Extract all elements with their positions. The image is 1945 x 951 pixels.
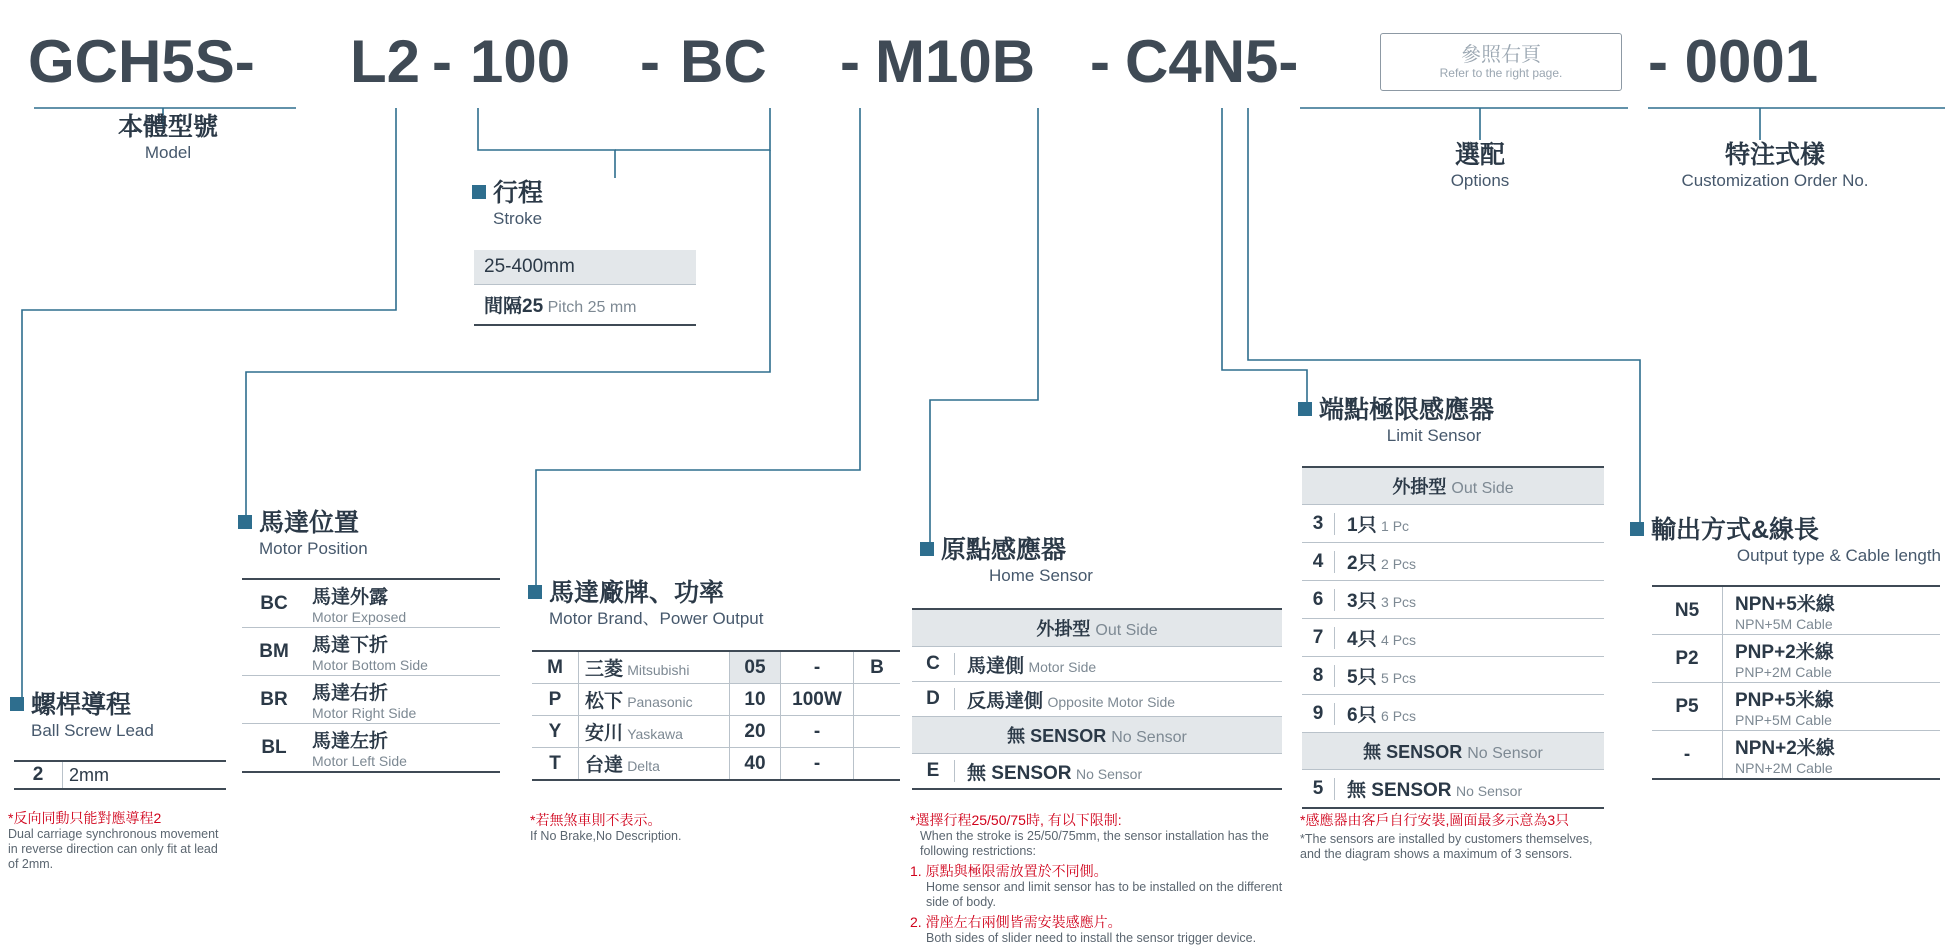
brand-en: Delta	[627, 758, 660, 774]
power-key: 20	[730, 716, 781, 748]
motor-position-cn: 馬達右折	[312, 683, 389, 704]
brand-cn: 三菱	[585, 659, 624, 680]
limit-sensor-cn: 4只	[1347, 629, 1377, 650]
ball-screw-lead-table	[14, 760, 226, 790]
limit-sensor-cn: 2只	[1347, 553, 1377, 574]
output-cn: PNP+5米線	[1735, 690, 1834, 711]
heading-motor-position-en: Motor Position	[259, 539, 368, 558]
stroke-table	[474, 250, 696, 326]
power-watt: -	[781, 748, 854, 781]
motor-position-en: Motor Right Side	[312, 705, 417, 721]
heading-custom-en: Customization Order No.	[1681, 171, 1869, 190]
power-watt: 100W	[781, 684, 854, 716]
options-reference-en: Refer to the right page.	[1439, 66, 1563, 80]
limit-sensor-cn: 1只	[1347, 515, 1377, 536]
heading-motor-position	[238, 508, 368, 560]
motor-position-table	[242, 578, 500, 773]
bullet-square-icon	[1298, 402, 1312, 416]
table-row[interactable]	[14, 761, 226, 789]
heading-home-sensor	[920, 535, 1141, 587]
table-row[interactable]	[1302, 695, 1604, 733]
home-sensor-en: Motor Side	[1028, 658, 1097, 675]
home-sensor-note-title: *選擇行程25/50/75時, 有以下限制:	[910, 812, 1122, 828]
table-row[interactable]	[242, 579, 500, 628]
brand-en: Yaskawa	[627, 726, 683, 742]
heading-output-cable-cn: 輸出方式&線長	[1630, 515, 1941, 545]
brake-key	[854, 716, 901, 748]
table-row[interactable]	[532, 651, 900, 684]
code-dash-1: -	[432, 28, 452, 95]
home-sensor-band-en: Out Side	[1095, 622, 1158, 639]
bullet-square-icon	[920, 542, 934, 556]
limit-sensor-en: No Sensor	[1467, 745, 1543, 762]
lead-value: 2mm	[69, 764, 109, 785]
table-row[interactable]	[1652, 635, 1940, 683]
home-sensor-note-2-en: Both sides of slider need to install the sensor trigger device.	[926, 931, 1257, 945]
table-row[interactable]	[532, 684, 900, 716]
power-key: 40	[730, 748, 781, 781]
table-row[interactable]	[1302, 619, 1604, 657]
code-dash-4: -	[1090, 28, 1110, 95]
home-sensor-note-1-en: Home sensor and limit sensor has to be installed on the different side of body.	[926, 880, 1283, 909]
brand-en: Panasonic	[627, 694, 693, 710]
heading-output-cable	[1630, 515, 1941, 567]
options-reference-box[interactable]	[1380, 33, 1622, 91]
stroke-pitch-cn: 間隔25	[484, 296, 544, 317]
bullet-square-icon	[10, 697, 24, 711]
home-sensor-note	[910, 812, 1290, 946]
output-cn: NPN+5米線	[1735, 594, 1835, 615]
motor-position-key: BM	[259, 640, 289, 662]
heading-stroke-en: Stroke	[493, 209, 543, 228]
heading-custom	[1630, 140, 1920, 192]
output-cn: PNP+2米線	[1735, 642, 1834, 663]
lead-key: 2	[14, 761, 63, 789]
motor-position-cn: 馬達下折	[312, 635, 389, 656]
heading-motor-brand	[528, 578, 763, 630]
motor-position-cn: 馬達外露	[312, 587, 389, 608]
code-segment-sensor: C4N5-	[1125, 28, 1299, 95]
heading-limit-sensor-en: Limit Sensor	[1386, 426, 1482, 445]
bullet-square-icon	[238, 515, 252, 529]
home-sensor-cn: 馬達側	[967, 655, 1025, 677]
heading-custom-cn: 特注式樣	[1724, 141, 1825, 169]
table-row[interactable]	[1652, 731, 1940, 780]
limit-sensor-en: 3 Pcs	[1381, 594, 1417, 610]
home-sensor-note-2-cn: 2. 滑座左右兩側皆需安裝感應片。	[910, 914, 1122, 930]
table-row[interactable]	[912, 682, 1282, 717]
code-segment-motor-position: BC	[680, 28, 767, 95]
heading-lead-cn: 螺桿導程	[10, 690, 154, 720]
heading-options-cn: 選配	[1454, 141, 1505, 169]
brake-key: B	[870, 656, 884, 678]
output-key: N5	[1652, 586, 1723, 635]
brand-key: Y	[532, 716, 579, 748]
limit-sensor-cn: 無 SENSOR	[1347, 780, 1452, 801]
stroke-pitch-en: Pitch 25 mm	[547, 299, 637, 316]
limit-sensor-en: 6 Pcs	[1381, 708, 1417, 724]
stroke-range: 25-400mm	[474, 250, 696, 285]
motor-position-en: Motor Exposed	[312, 609, 407, 625]
heading-output-cable-en: Output type & Cable length	[1736, 546, 1941, 565]
code-segment-model: GCH5S-	[28, 28, 255, 95]
bullet-square-icon	[528, 585, 542, 599]
output-cn: NPN+2米線	[1735, 738, 1835, 759]
home-sensor-en: No Sensor	[1111, 729, 1187, 746]
home-sensor-cn: 無 SENSOR	[967, 762, 1072, 784]
limit-sensor-key: 8	[1302, 665, 1335, 687]
model-code-line	[0, 8, 1945, 100]
limit-sensor-key: 3	[1302, 513, 1335, 535]
motor-position-key: BL	[261, 736, 287, 758]
limit-sensor-key: 9	[1302, 703, 1335, 725]
heading-stroke	[472, 178, 543, 230]
table-row[interactable]	[912, 647, 1282, 682]
limit-sensor-en: 5 Pcs	[1381, 670, 1417, 686]
heading-model	[88, 112, 248, 164]
heading-limit-sensor-cn: 端點極限感應器	[1298, 395, 1549, 425]
table-row[interactable]	[1302, 505, 1604, 543]
home-sensor-no-sensor-band	[912, 717, 1282, 754]
table-row[interactable]	[1302, 543, 1604, 581]
code-segment-custom: - 0001	[1648, 28, 1819, 95]
heading-model-en: Model	[144, 143, 192, 162]
output-key: P2	[1652, 635, 1723, 683]
ball-screw-lead-note	[8, 810, 223, 872]
limit-sensor-key: 5	[1302, 778, 1335, 800]
limit-sensor-key: 6	[1302, 589, 1335, 611]
table-row[interactable]	[912, 754, 1282, 788]
limit-sensor-note	[1300, 812, 1610, 862]
home-sensor-key: E	[912, 760, 955, 782]
limit-sensor-band	[1302, 468, 1604, 505]
brand-cn: 松下	[585, 691, 624, 712]
output-en: PNP+2M Cable	[1735, 664, 1832, 680]
code-dash-3: -	[840, 28, 860, 95]
brake-key	[854, 748, 901, 781]
power-key: 10	[730, 684, 781, 716]
heading-lead-en: Ball Screw Lead	[31, 721, 154, 740]
home-sensor-table	[912, 608, 1282, 790]
limit-sensor-en: No Sensor	[1455, 783, 1523, 799]
home-sensor-cn: 無 SENSOR	[1007, 726, 1107, 746]
heading-model-cn: 本體型號	[117, 113, 218, 141]
limit-sensor-en: 4 Pcs	[1381, 632, 1417, 648]
limit-sensor-no-sensor-band	[1302, 733, 1604, 770]
home-sensor-en: Opposite Motor Side	[1047, 693, 1176, 710]
heading-stroke-cn: 行程	[472, 178, 543, 208]
heading-motor-position-cn: 馬達位置	[238, 508, 368, 538]
limit-sensor-key: 7	[1302, 627, 1335, 649]
home-sensor-key: C	[912, 653, 955, 675]
brake-key	[854, 684, 901, 716]
brand-note-cn: *若無煞車則不表示。	[530, 812, 662, 828]
stroke-pitch	[474, 285, 696, 326]
table-row[interactable]	[1302, 770, 1604, 807]
table-row[interactable]	[242, 628, 500, 676]
heading-ball-screw-lead	[10, 690, 154, 742]
brand-key: M	[532, 651, 579, 684]
power-watt: -	[781, 651, 854, 684]
table-row[interactable]	[242, 724, 500, 773]
motor-position-key: BR	[260, 688, 288, 710]
code-segment-stroke: 100	[470, 28, 571, 95]
output-key: -	[1652, 731, 1723, 780]
table-row[interactable]	[1302, 581, 1604, 619]
heading-options-en: Options	[1450, 171, 1510, 190]
bullet-square-icon	[1630, 522, 1644, 536]
motor-brand-note	[530, 812, 830, 844]
home-sensor-key: D	[912, 688, 955, 710]
output-key: P5	[1652, 683, 1723, 731]
limit-sensor-band-en: Out Side	[1451, 480, 1514, 497]
motor-position-en: Motor Bottom Side	[312, 657, 428, 673]
table-row[interactable]	[1652, 586, 1940, 635]
limit-sensor-cn: 6只	[1347, 705, 1377, 726]
motor-position-en: Motor Left Side	[312, 753, 407, 769]
output-en: NPN+5M Cable	[1735, 616, 1833, 632]
brand-key: P	[532, 684, 579, 716]
limit-sensor-en: 1 Pc	[1381, 518, 1410, 534]
limit-sensor-en: 2 Pcs	[1381, 556, 1417, 572]
lead-note-cn: *反向同動只能對應導程2	[8, 810, 162, 826]
home-sensor-note-title-en: When the stroke is 25/50/75mm, the sensor installation has the following restrictions:	[920, 829, 1269, 858]
brand-en: Mitsubishi	[627, 662, 690, 678]
brand-note-en: If No Brake,No Description.	[530, 829, 682, 843]
motor-brand-table	[532, 650, 900, 781]
code-segment-lead: L2	[350, 28, 421, 95]
limit-sensor-key: 4	[1302, 551, 1335, 573]
limit-sensor-table	[1302, 466, 1604, 809]
home-sensor-band-cn: 外掛型	[1036, 619, 1091, 639]
limit-sensor-note-en: *The sensors are installed by customers themselves, and the diagram shows a maximum of 3 sensors.	[1300, 832, 1593, 861]
limit-sensor-note-cn: *感應器由客戶自行安裝,圖面最多示意為3只	[1300, 812, 1570, 828]
table-row[interactable]	[242, 676, 500, 724]
heading-home-sensor-en: Home Sensor	[989, 566, 1093, 585]
table-row[interactable]	[532, 716, 900, 748]
power-key: 05	[730, 651, 781, 684]
motor-position-cn: 馬達左折	[312, 731, 389, 752]
table-row[interactable]	[532, 748, 900, 781]
table-row[interactable]	[1652, 683, 1940, 731]
brand-cn: 安川	[585, 723, 624, 744]
limit-sensor-cn: 無 SENSOR	[1363, 742, 1463, 762]
limit-sensor-cn: 5只	[1347, 667, 1377, 688]
output-en: PNP+5M Cable	[1735, 712, 1832, 728]
output-en: NPN+2M Cable	[1735, 760, 1833, 776]
heading-motor-brand-cn: 馬達廠牌、功率	[528, 578, 763, 608]
bullet-square-icon	[472, 185, 486, 199]
heading-options	[1410, 140, 1550, 192]
table-row[interactable]	[1302, 657, 1604, 695]
home-sensor-note-1-cn: 1. 原點與極限需放置於不同側。	[910, 863, 1108, 879]
output-cable-table	[1652, 585, 1940, 780]
brand-cn: 台達	[585, 755, 624, 776]
home-sensor-cn: 反馬達側	[967, 690, 1044, 712]
limit-sensor-cn: 3只	[1347, 591, 1377, 612]
heading-motor-brand-en: Motor Brand、Power Output	[549, 609, 764, 628]
power-watt: -	[781, 716, 854, 748]
home-sensor-band	[912, 610, 1282, 647]
limit-sensor-band-cn: 外掛型	[1392, 477, 1447, 497]
heading-limit-sensor	[1298, 395, 1549, 447]
brand-key: T	[532, 748, 579, 781]
options-reference-cn: 參照右頁	[1461, 44, 1541, 66]
lead-note-en: Dual carriage synchronous movement in reverse direction can only fit at lead of 2mm.	[8, 827, 219, 871]
code-dash-2: -	[640, 28, 660, 95]
home-sensor-en: No Sensor	[1075, 765, 1143, 782]
motor-position-key: BC	[260, 592, 288, 614]
heading-home-sensor-cn: 原點感應器	[920, 535, 1141, 565]
code-segment-motor-brand: M10B	[875, 28, 1036, 95]
